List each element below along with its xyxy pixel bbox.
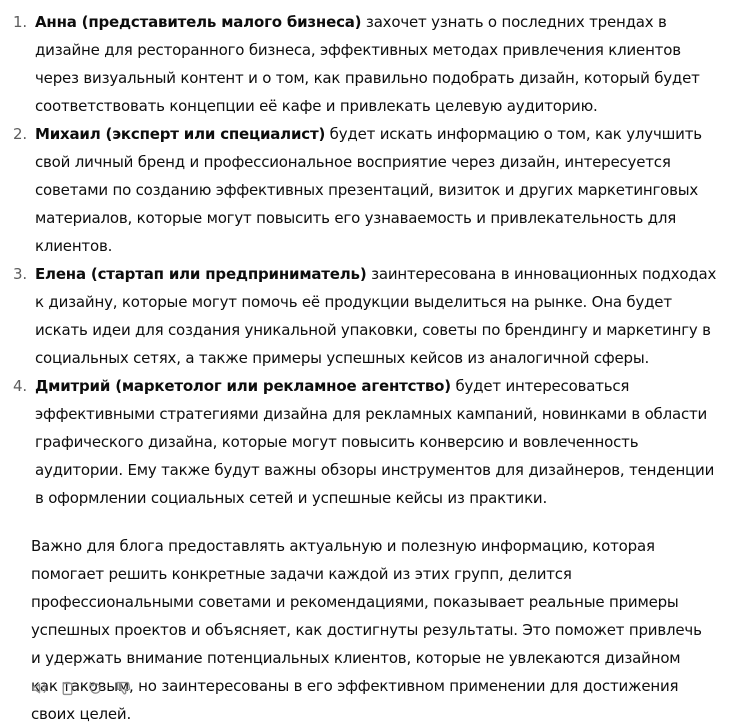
speaker-icon	[31, 680, 48, 697]
copy-icon	[59, 680, 76, 697]
copy-button[interactable]	[57, 678, 77, 698]
assistant-message	[0, 8, 731, 728]
summary-paragraph: Важно для блога предоставлять актуальную и полезную информацию, которая помогает решить конкретные задачи каждой из этих групп, делится профессиональными советами и рекомендациями, показывает реальные примеры успешных проектов и объясняет, как достигнуты результаты. Это поможет привлечь и удержать внимание потенциальных клиентов, которые не увлекаются дизайном как таковым, но заинтересованы в его эффективном применении для достижения своих целей.	[31, 537, 702, 723]
persona-name: Елена (стартап или предприниматель)	[35, 265, 367, 283]
list-item	[0, 372, 731, 512]
message-actions	[29, 678, 133, 698]
list-number: 1.	[13, 13, 27, 31]
regenerate-icon	[87, 680, 104, 697]
bad-response-button[interactable]	[113, 678, 133, 698]
list-item	[0, 8, 731, 120]
regenerate-button[interactable]	[85, 678, 105, 698]
persona-description: захочет узнать о последних трендах в дизайне для ресторанного бизнеса, эффективных методах привлечения клиентов через визуальный контент и о том, как правильно подобрать дизайн, который будет соответствовать концепции её кафе и привлекать целевую аудиторию.	[35, 13, 700, 115]
list-number: 2.	[13, 125, 27, 143]
thumbs-down-icon	[115, 680, 132, 697]
list-number: 4.	[13, 377, 27, 395]
list-item	[0, 260, 731, 372]
persona-name: Михаил (эксперт или специалист)	[35, 125, 326, 143]
persona-description: будет искать информацию о том, как улучшить свой личный бренд и профессиональное восприятие через дизайн, интересуется советами по созданию эффективных презентаций, визиток и других маркетинговых материалов, которые могут повысить его узнаваемость и привлекательность для клиентов.	[35, 125, 702, 255]
list-number: 3.	[13, 265, 27, 283]
persona-description: будет интересоваться эффективными стратегиями дизайна для рекламных кампаний, новинками в области графического дизайна, которые могут повысить конверсию и вовлеченность аудитории. Ему также будут важны обзоры инструментов для дизайнеров, тенденции в оформлении социальных сетей и успешные кейсы из практики.	[35, 377, 715, 507]
persona-name: Анна (представитель малого бизнеса)	[35, 13, 362, 31]
persona-name: Дмитрий (маркетолог или рекламное агентство)	[35, 377, 451, 395]
list-item	[0, 120, 731, 260]
persona-list	[0, 8, 731, 512]
persona-description: заинтересована в инновационных подходах к дизайну, которые могут помочь её продукции выделиться на рынке. Она будет искать идеи для создания уникальной упаковки, советы по брендингу и маркетингу в социальных сетях, а также примеры успешных кейсов из аналогичной сферы.	[35, 265, 717, 367]
read-aloud-button[interactable]	[29, 678, 49, 698]
